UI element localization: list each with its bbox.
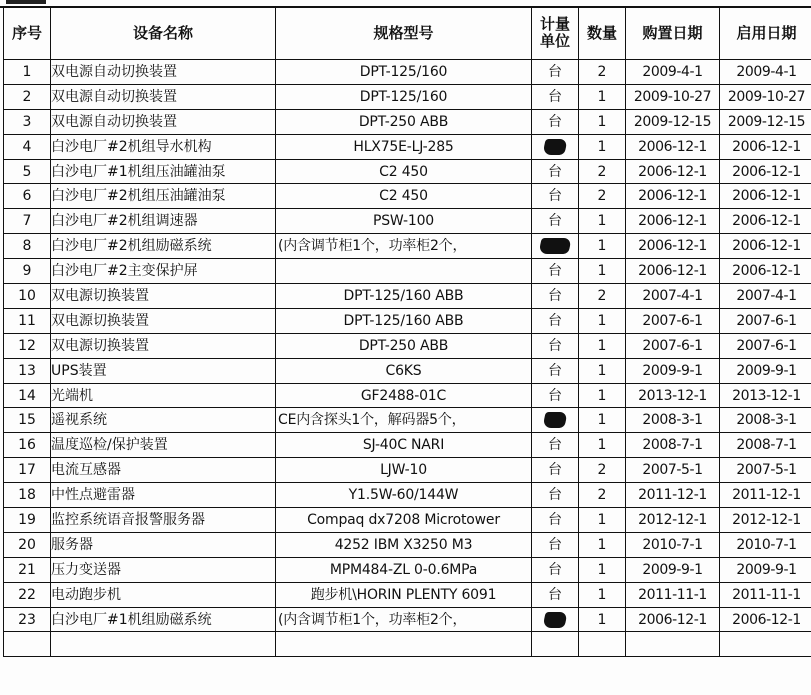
row-quantity: 1 xyxy=(579,508,626,533)
row-index: 19 xyxy=(4,508,51,533)
row-purchase-date: 2013-12-1 xyxy=(626,383,720,408)
row-start-date: 2006-12-1 xyxy=(720,607,811,632)
row-purchase-date: 2009-10-27 xyxy=(626,84,720,109)
row-unit: 台 xyxy=(532,209,579,234)
header-unit xyxy=(532,7,579,60)
row-unit: 台 xyxy=(532,333,579,358)
row-index: 6 xyxy=(4,184,51,209)
row-purchase-date: 2007-5-1 xyxy=(626,458,720,483)
equipment-ledger-table xyxy=(3,6,811,657)
row-spec-model: 4252 IBM X3250 M3 xyxy=(276,532,532,557)
table-row xyxy=(4,333,811,358)
row-start-date: 2006-12-1 xyxy=(720,234,811,259)
row-equipment-name: 双电源自动切换装置 xyxy=(51,109,276,134)
row-start-date: 2009-9-1 xyxy=(720,358,811,383)
row-index: 8 xyxy=(4,234,51,259)
table-row xyxy=(4,109,811,134)
row-unit: 台 xyxy=(532,308,579,333)
empty-cell xyxy=(626,632,720,657)
row-spec-model: C2 450 xyxy=(276,184,532,209)
header-quantity: 数量 xyxy=(579,7,626,60)
row-unit xyxy=(532,408,579,433)
row-index: 3 xyxy=(4,109,51,134)
row-unit: 台 xyxy=(532,383,579,408)
row-start-date: 2009-9-1 xyxy=(720,557,811,582)
row-equipment-name: 遥视系统 xyxy=(51,408,276,433)
row-unit: 台 xyxy=(532,433,579,458)
header-purchase-date: 购置日期 xyxy=(626,7,720,60)
table-row xyxy=(4,358,811,383)
row-spec-model: HLX75E-LJ-285 xyxy=(276,134,532,159)
row-index: 23 xyxy=(4,607,51,632)
empty-cell xyxy=(532,632,579,657)
table-header-row xyxy=(4,7,811,60)
row-start-date: 2006-12-1 xyxy=(720,184,811,209)
row-unit: 台 xyxy=(532,582,579,607)
row-start-date: 2009-12-15 xyxy=(720,109,811,134)
table-row xyxy=(4,508,811,533)
row-purchase-date: 2006-12-1 xyxy=(626,184,720,209)
row-equipment-name: 白沙电厂#1机组压油罐油泵 xyxy=(51,159,276,184)
row-spec-model: C6KS xyxy=(276,358,532,383)
row-equipment-name: 电流互感器 xyxy=(51,458,276,483)
row-spec-model: CE内含探头1个，解码器5个， xyxy=(276,408,532,433)
row-equipment-name: 白沙电厂#2机组压油罐油泵 xyxy=(51,184,276,209)
row-spec-model: (内含调节柜1个，功率柜2个， xyxy=(276,607,532,632)
row-quantity: 1 xyxy=(579,358,626,383)
row-start-date: 2007-4-1 xyxy=(720,284,811,309)
row-equipment-name: 白沙电厂#2机组励磁系统 xyxy=(51,234,276,259)
row-start-date: 2009-4-1 xyxy=(720,60,811,85)
row-equipment-name: 电动跑步机 xyxy=(51,582,276,607)
row-quantity: 2 xyxy=(579,284,626,309)
row-spec-model: DPT-125/160 xyxy=(276,60,532,85)
row-purchase-date: 2009-4-1 xyxy=(626,60,720,85)
row-purchase-date: 2009-12-15 xyxy=(626,109,720,134)
row-spec-model: Compaq dx7208 Microtower xyxy=(276,508,532,533)
row-unit: 台 xyxy=(532,84,579,109)
row-purchase-date: 2010-7-1 xyxy=(626,532,720,557)
row-purchase-date: 2007-6-1 xyxy=(626,308,720,333)
header-start-date: 启用日期 xyxy=(720,7,811,60)
empty-cell xyxy=(720,632,811,657)
table-row xyxy=(4,284,811,309)
row-unit: 台 xyxy=(532,159,579,184)
row-index: 20 xyxy=(4,532,51,557)
header-spec-model: 规格型号 xyxy=(276,7,532,60)
row-quantity: 1 xyxy=(579,234,626,259)
row-purchase-date: 2006-12-1 xyxy=(626,234,720,259)
table-row xyxy=(4,483,811,508)
row-quantity: 1 xyxy=(579,582,626,607)
empty-cell xyxy=(276,632,532,657)
row-equipment-name: 双电源切换装置 xyxy=(51,284,276,309)
table-row xyxy=(4,582,811,607)
row-equipment-name: 监控系统语音报警服务器 xyxy=(51,508,276,533)
row-index: 14 xyxy=(4,383,51,408)
row-purchase-date: 2009-9-1 xyxy=(626,358,720,383)
row-equipment-name: 双电源自动切换装置 xyxy=(51,84,276,109)
row-quantity: 1 xyxy=(579,259,626,284)
row-unit: 台 xyxy=(532,60,579,85)
table-row xyxy=(4,259,811,284)
row-equipment-name: 服务器 xyxy=(51,532,276,557)
header-unit-line2: 单位 xyxy=(539,31,570,50)
row-spec-model: 跑步机\HORIN PLENTY 6091 xyxy=(276,582,532,607)
row-index: 18 xyxy=(4,483,51,508)
table-row xyxy=(4,408,811,433)
row-index: 13 xyxy=(4,358,51,383)
table-row xyxy=(4,134,811,159)
row-spec-model: MPM484-ZL 0-0.6MPa xyxy=(276,557,532,582)
row-unit: 台 xyxy=(532,532,579,557)
row-start-date: 2007-6-1 xyxy=(720,308,811,333)
row-spec-model: GF2488-01C xyxy=(276,383,532,408)
row-purchase-date: 2011-12-1 xyxy=(626,483,720,508)
row-purchase-date: 2007-4-1 xyxy=(626,284,720,309)
table-row xyxy=(4,209,811,234)
row-unit: 台 xyxy=(532,259,579,284)
row-equipment-name: 白沙电厂#2机组调速器 xyxy=(51,209,276,234)
ink-smudge-icon xyxy=(542,139,567,155)
ink-smudge-icon xyxy=(542,412,567,428)
row-spec-model: (内含调节柜1个，功率柜2个， xyxy=(276,234,532,259)
row-start-date: 2008-3-1 xyxy=(720,408,811,433)
row-purchase-date: 2006-12-1 xyxy=(626,134,720,159)
table-row xyxy=(4,383,811,408)
row-start-date: 2010-7-1 xyxy=(720,532,811,557)
row-equipment-name: 双电源切换装置 xyxy=(51,308,276,333)
row-unit: 台 xyxy=(532,557,579,582)
row-equipment-name: 光端机 xyxy=(51,383,276,408)
row-purchase-date: 2008-3-1 xyxy=(626,408,720,433)
row-purchase-date: 2006-12-1 xyxy=(626,259,720,284)
row-quantity: 2 xyxy=(579,184,626,209)
row-spec-model: DPT-125/160 ABB xyxy=(276,284,532,309)
row-spec-model: C2 450 xyxy=(276,159,532,184)
row-quantity: 1 xyxy=(579,109,626,134)
table-row xyxy=(4,607,811,632)
row-quantity: 1 xyxy=(579,408,626,433)
row-index: 7 xyxy=(4,209,51,234)
row-index: 4 xyxy=(4,134,51,159)
ink-smudge-icon xyxy=(542,612,567,628)
row-spec-model: DPT-250 ABB xyxy=(276,109,532,134)
row-equipment-name: 双电源切换装置 xyxy=(51,333,276,358)
table-row xyxy=(4,234,811,259)
empty-cell xyxy=(51,632,276,657)
row-start-date: 2007-6-1 xyxy=(720,333,811,358)
table-row xyxy=(4,159,811,184)
table-row xyxy=(4,84,811,109)
row-quantity: 1 xyxy=(579,84,626,109)
row-index: 5 xyxy=(4,159,51,184)
table-row xyxy=(4,532,811,557)
row-unit: 台 xyxy=(532,109,579,134)
row-unit: 台 xyxy=(532,184,579,209)
row-equipment-name: 中性点避雷器 xyxy=(51,483,276,508)
row-unit: 台 xyxy=(532,483,579,508)
row-start-date: 2012-12-1 xyxy=(720,508,811,533)
row-start-date: 2007-5-1 xyxy=(720,458,811,483)
row-quantity: 1 xyxy=(579,333,626,358)
row-quantity: 2 xyxy=(579,60,626,85)
table-row xyxy=(4,557,811,582)
row-quantity: 2 xyxy=(579,458,626,483)
table-row xyxy=(4,458,811,483)
header-index: 序号 xyxy=(4,7,51,60)
row-start-date: 2013-12-1 xyxy=(720,383,811,408)
row-unit xyxy=(532,234,579,259)
empty-table-row xyxy=(4,632,811,657)
row-unit: 台 xyxy=(532,458,579,483)
table-body xyxy=(4,60,811,657)
row-index: 9 xyxy=(4,259,51,284)
row-quantity: 1 xyxy=(579,532,626,557)
row-equipment-name: 双电源自动切换装置 xyxy=(51,60,276,85)
row-equipment-name: 温度巡检/保护装置 xyxy=(51,433,276,458)
row-equipment-name: 白沙电厂#1机组励磁系统 xyxy=(51,607,276,632)
row-start-date: 2011-11-1 xyxy=(720,582,811,607)
row-purchase-date: 2006-12-1 xyxy=(626,159,720,184)
row-unit xyxy=(532,607,579,632)
row-start-date: 2006-12-1 xyxy=(720,209,811,234)
row-start-date: 2006-12-1 xyxy=(720,134,811,159)
row-spec-model: DPT-250 ABB xyxy=(276,333,532,358)
row-index: 21 xyxy=(4,557,51,582)
row-purchase-date: 2008-7-1 xyxy=(626,433,720,458)
header-equipment-name: 设备名称 xyxy=(51,7,276,60)
row-quantity: 1 xyxy=(579,607,626,632)
row-start-date: 2006-12-1 xyxy=(720,159,811,184)
row-index: 17 xyxy=(4,458,51,483)
table-row xyxy=(4,60,811,85)
row-spec-model xyxy=(276,259,532,284)
row-unit: 台 xyxy=(532,284,579,309)
row-quantity: 1 xyxy=(579,308,626,333)
ink-smudge-icon xyxy=(538,238,571,254)
row-spec-model: LJW-10 xyxy=(276,458,532,483)
row-index: 22 xyxy=(4,582,51,607)
row-spec-model: SJ-40C NARI xyxy=(276,433,532,458)
row-unit: 台 xyxy=(532,358,579,383)
row-spec-model: DPT-125/160 xyxy=(276,84,532,109)
row-quantity: 2 xyxy=(579,159,626,184)
row-index: 11 xyxy=(4,308,51,333)
row-quantity: 1 xyxy=(579,433,626,458)
row-start-date: 2011-12-1 xyxy=(720,483,811,508)
row-purchase-date: 2006-12-1 xyxy=(626,607,720,632)
row-equipment-name: UPS装置 xyxy=(51,358,276,383)
row-spec-model: Y1.5W-60/144W xyxy=(276,483,532,508)
header-unit-line1: 计量 xyxy=(539,14,570,33)
row-equipment-name: 白沙电厂#2机组导水机构 xyxy=(51,134,276,159)
row-start-date: 2006-12-1 xyxy=(720,259,811,284)
row-purchase-date: 2009-9-1 xyxy=(626,557,720,582)
table-row xyxy=(4,433,811,458)
row-spec-model: PSW-100 xyxy=(276,209,532,234)
empty-cell xyxy=(4,632,51,657)
row-quantity: 1 xyxy=(579,383,626,408)
row-purchase-date: 2012-12-1 xyxy=(626,508,720,533)
empty-cell xyxy=(579,632,626,657)
row-quantity: 1 xyxy=(579,134,626,159)
row-unit: 台 xyxy=(532,508,579,533)
row-spec-model: DPT-125/160 ABB xyxy=(276,308,532,333)
row-quantity: 1 xyxy=(579,209,626,234)
row-purchase-date: 2006-12-1 xyxy=(626,209,720,234)
row-index: 2 xyxy=(4,84,51,109)
row-start-date: 2008-7-1 xyxy=(720,433,811,458)
row-purchase-date: 2007-6-1 xyxy=(626,333,720,358)
cropped-header-fragment xyxy=(6,0,46,4)
row-unit xyxy=(532,134,579,159)
table-row xyxy=(4,308,811,333)
row-equipment-name: 压力变送器 xyxy=(51,557,276,582)
row-index: 15 xyxy=(4,408,51,433)
row-index: 12 xyxy=(4,333,51,358)
row-index: 16 xyxy=(4,433,51,458)
row-equipment-name: 白沙电厂#2主变保护屏 xyxy=(51,259,276,284)
row-quantity: 2 xyxy=(579,483,626,508)
row-purchase-date: 2011-11-1 xyxy=(626,582,720,607)
table-row xyxy=(4,184,811,209)
row-start-date: 2009-10-27 xyxy=(720,84,811,109)
row-quantity: 1 xyxy=(579,557,626,582)
row-index: 10 xyxy=(4,284,51,309)
row-index: 1 xyxy=(4,60,51,85)
